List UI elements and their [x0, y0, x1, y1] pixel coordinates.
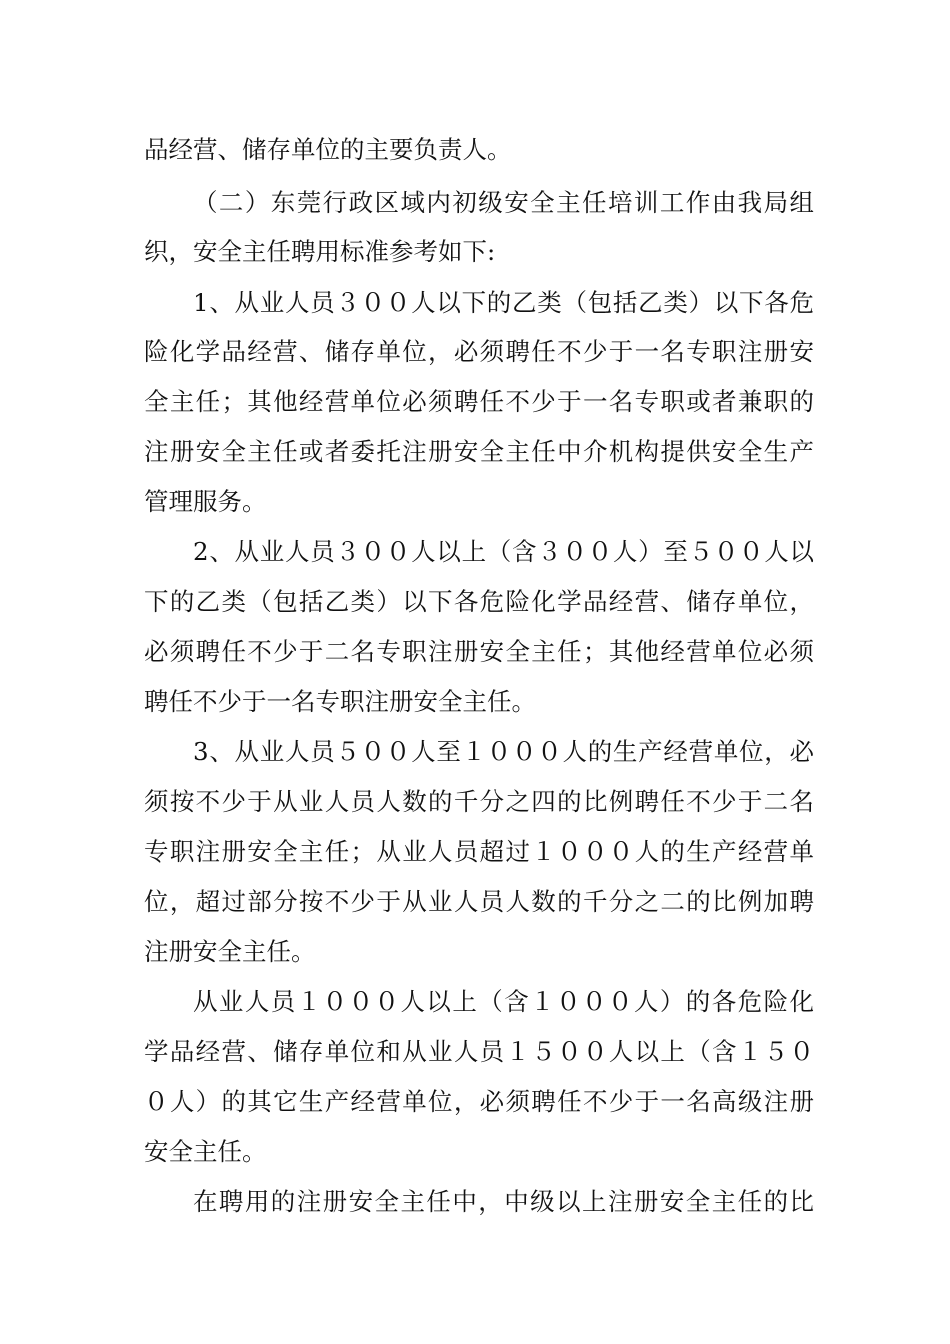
text-line: 在聘用的注册安全主任中，中级以上注册安全主任的比 [193, 1187, 814, 1216]
text-line: （二）东莞行政区域内初级安全主任培训工作由我局组 [193, 188, 814, 217]
text-line: 专职注册安全主任；从业人员超过１０００人的生产经营单 [144, 837, 814, 866]
text-line: 安全主任。 [144, 1137, 267, 1166]
text-line: 注册安全主任或者委托注册安全主任中介机构提供安全生产 [144, 437, 814, 466]
text-line: 位，超过部分按不少于从业人员人数的千分之二的比例加聘 [144, 887, 814, 916]
text-line: 1、从业人员３００人以下的乙类（包括乙类）以下各危 [193, 288, 814, 317]
text-line: 全主任；其他经营单位必须聘任不少于一名专职或者兼职的 [144, 387, 814, 416]
text-line: 3、从业人员５００人至１０００人的生产经营单位，必 [193, 737, 814, 766]
text-line: 管理服务。 [144, 487, 267, 516]
text-line: 注册安全主任。 [144, 937, 316, 966]
text-line: 2、从业人员３００人以上（含３００人）至５００人以 [193, 537, 814, 566]
text-line: 下的乙类（包括乙类）以下各危险化学品经营、储存单位， [144, 587, 814, 616]
text-line: 学品经营、储存单位和从业人员１５００人以上（含１５０ [144, 1037, 814, 1066]
text-line: 聘任不少于一名专职注册安全主任。 [144, 687, 536, 716]
text-line: 织，安全主任聘用标准参考如下: [144, 237, 496, 266]
text-line: 险化学品经营、储存单位，必须聘任不少于一名专职注册安 [144, 337, 814, 366]
text-line: 品经营、储存单位的主要负责人。 [144, 135, 512, 164]
text-line: 必须聘任不少于二名专职注册安全主任；其他经营单位必须 [144, 637, 814, 666]
text-line: 须按不少于从业人员人数的千分之四的比例聘任不少于二名 [144, 787, 814, 816]
text-line: ０人）的其它生产经营单位，必须聘任不少于一名高级注册 [144, 1087, 814, 1116]
text-line: 从业人员１０００人以上（含１０００人）的各危险化 [193, 987, 814, 1016]
